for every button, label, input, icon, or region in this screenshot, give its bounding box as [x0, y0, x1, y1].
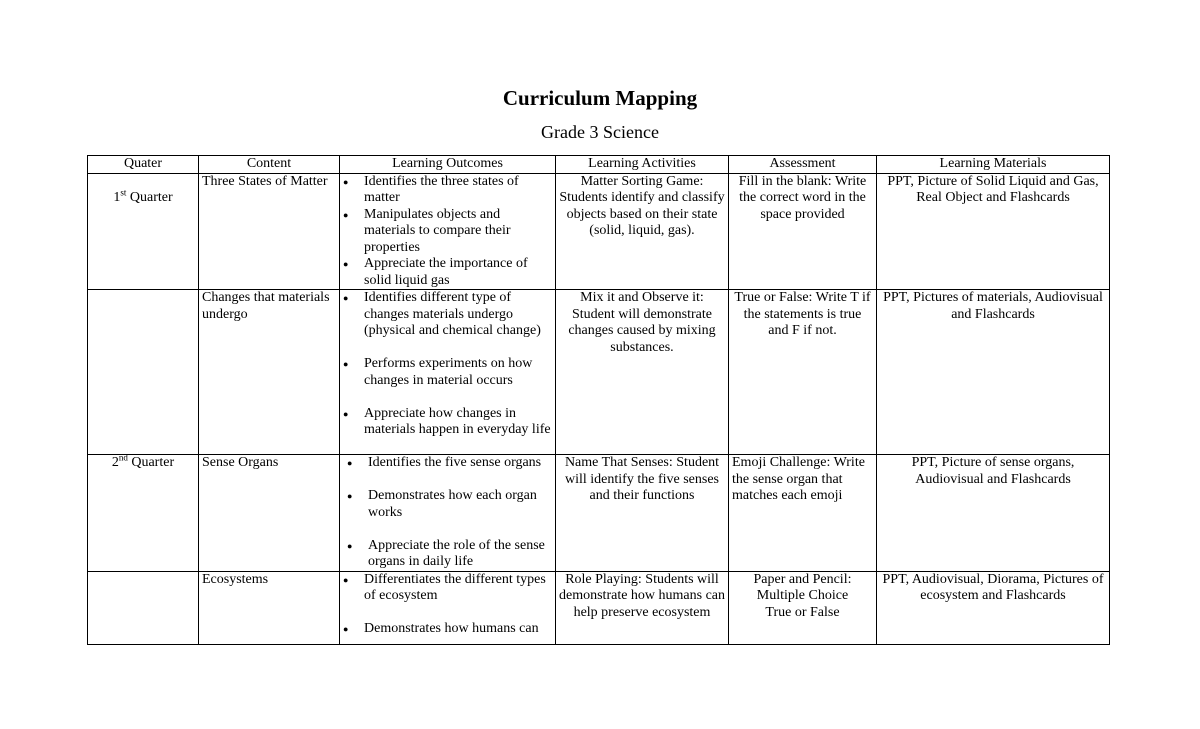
- outcomes-cell: [340, 455, 556, 572]
- curriculum-table: [87, 155, 1110, 645]
- quarter-cell: [88, 452, 199, 572]
- outcomes-cell: [340, 173, 556, 290]
- content-cell: Three States of Matter: [199, 173, 340, 290]
- outcome-item: ● Performs experiments on how changes in material occurs: [364, 356, 552, 389]
- materials-cell: PPT, Picture of Solid Liquid and Gas, Real Object and Flashcards: [877, 173, 1110, 290]
- quarter-number: 2: [111, 455, 119, 470]
- table-row: [88, 455, 1110, 572]
- assessment-cell: Emoji Challenge: Write the sense organ that matches each emoji: [729, 455, 877, 572]
- outcome-item: ● Appreciate how changes in materials happen in everyday life: [364, 406, 552, 439]
- document-title: Curriculum Mapping: [502, 86, 698, 110]
- activities-cell: Mix it and Observe it: Student will demonstrate changes caused by mixing substances.: [556, 290, 729, 455]
- outcome-item: ● Identifies the three states of matter: [364, 174, 552, 207]
- content-cell: Sense Organs: [199, 455, 340, 572]
- table-row: [88, 173, 1110, 290]
- outcomes-cell: [340, 290, 556, 455]
- outcome-item: ● Differentiates the different types of ecosystem: [364, 572, 552, 605]
- header-learning-outcomes: Learning Outcomes: [340, 156, 556, 174]
- assessment-line: True or False: [765, 604, 840, 620]
- materials-cell: PPT, Pictures of materials, Audiovisual and Flashcards: [877, 290, 1110, 455]
- activities-cell: Matter Sorting Game: Students identify and classify objects based on their state (solid, liquid, gas).: [556, 173, 729, 290]
- quarter-cell-empty: [88, 290, 199, 455]
- outcome-item: ● Appreciate the role of the sense organs in daily life: [368, 538, 552, 571]
- outcomes-list: [343, 290, 552, 439]
- table-row: [88, 290, 1110, 455]
- header-learning-activities: Learning Activities: [556, 156, 729, 174]
- materials-cell: PPT, Audiovisual, Diorama, Pictures of ecosystem and Flashcards: [877, 571, 1110, 644]
- quarter-cell-empty: [88, 571, 199, 644]
- outcome-item: ● Demonstrates how humans can: [364, 621, 552, 638]
- header-learning-materials: Learning Materials: [877, 156, 1110, 174]
- outcomes-list: [343, 572, 552, 638]
- assessment-cell: Fill in the blank: Write the correct word in the space provided: [729, 173, 877, 290]
- content-cell: Changes that materials undergo: [199, 290, 340, 455]
- outcomes-list: [343, 455, 552, 571]
- materials-cell: PPT, Picture of sense organs, Audiovisual and Flashcards: [877, 455, 1110, 572]
- outcomes-list: [343, 174, 552, 290]
- quarter-label: Quarter: [126, 189, 173, 205]
- header-content: Content: [199, 156, 340, 174]
- assessment-line: Multiple Choice: [756, 588, 849, 603]
- outcomes-cell: [340, 571, 556, 644]
- content-cell: Ecosystems: [199, 571, 340, 644]
- table-header-row: [88, 156, 1110, 174]
- outcome-item: ● Identifies different type of changes materials undergo (physical and chemical change): [364, 290, 552, 340]
- outcome-item: ● Identifies the five sense organs: [368, 455, 552, 472]
- quarter-suffix: nd: [118, 452, 128, 463]
- quarter-number: 1: [113, 189, 121, 205]
- activities-cell: Name That Senses: Student will identify the five senses and their functions: [556, 455, 729, 572]
- assessment-cell: [729, 571, 877, 644]
- header-quater: Quater: [88, 156, 199, 174]
- document-subtitle: Grade 3 Science: [541, 122, 659, 142]
- activities-cell: Role Playing: Students will demonstrate how humans can help preserve ecosystem: [556, 571, 729, 644]
- outcome-item: ● Manipulates objects and materials to compare their properties: [364, 207, 552, 257]
- assessment-cell: True or False: Write T if the statements is true and F if not.: [729, 290, 877, 455]
- table-row: [88, 571, 1110, 644]
- assessment-line: Paper and Pencil:: [753, 571, 852, 587]
- outcome-item: ● Appreciate the importance of solid liquid gas: [364, 256, 552, 289]
- quarter-cell: [88, 173, 199, 290]
- outcome-item: ● Demonstrates how each organ works: [368, 488, 552, 521]
- quarter-suffix: st: [120, 186, 127, 197]
- header-assessment: Assessment: [729, 156, 877, 174]
- quarter-label: Quarter: [127, 455, 175, 470]
